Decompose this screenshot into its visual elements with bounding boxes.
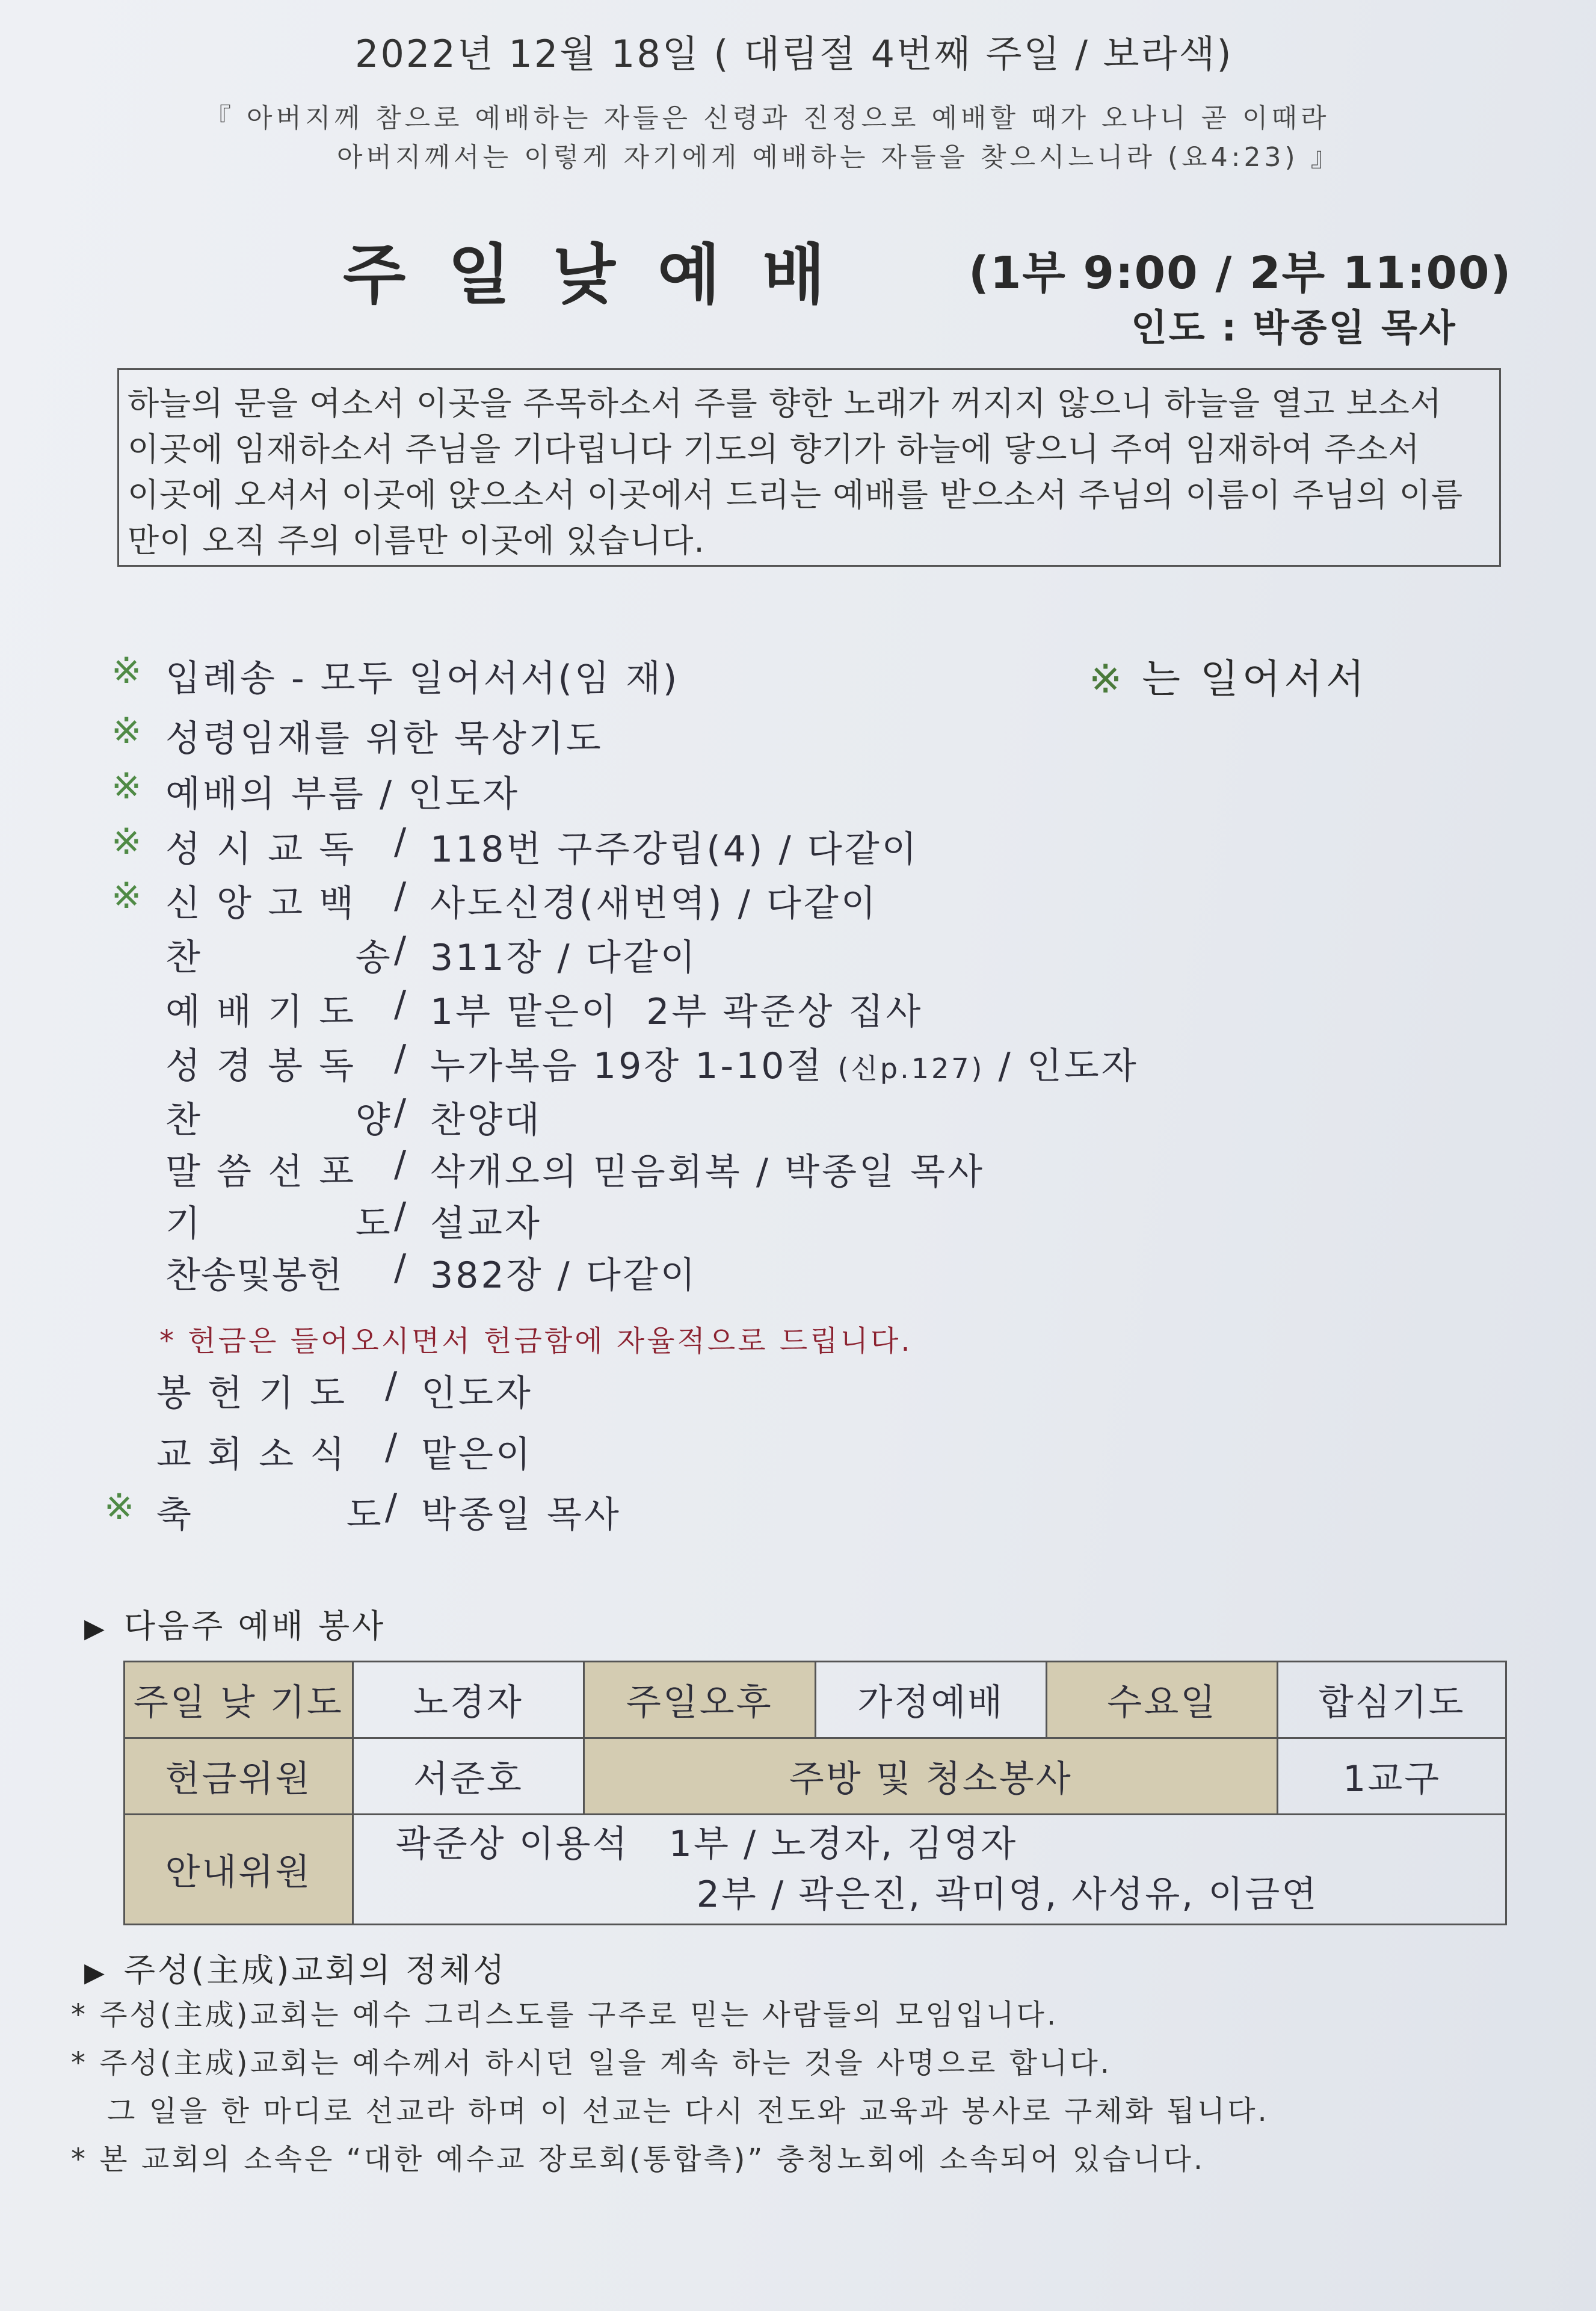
identity-line: * 주성(主成)교회는 예수 그리스도를 구주로 믿는 사람들의 모임입니다. <box>71 1998 1059 2032</box>
order-item-content: 누가복음 19장 1-10절 (신p.127) / 인도자 <box>430 1045 1139 1087</box>
triangle-bullet-icon: ▶ <box>84 1957 107 1988</box>
order-item-text: 성령임재를 위한 묵상기도 <box>165 718 603 760</box>
stand-legend-text: 는 일어서서 <box>1142 656 1369 702</box>
order-item-content: 311장 / 다같이 <box>430 937 698 979</box>
order-item-label: 성 시 교 독 <box>165 828 357 871</box>
table-cell: 헌금위원 <box>125 1738 353 1815</box>
table-row <box>125 1738 1506 1815</box>
stand-mark-icon: ※ <box>1089 656 1126 702</box>
order-item-label: 봉 헌 기 도 <box>156 1372 348 1415</box>
table-cell: 1교구 <box>1278 1738 1506 1815</box>
next-week-duty-table <box>123 1661 1507 1925</box>
scripture-page-ref: (신p.127) <box>837 1052 985 1085</box>
table-cell: 서준호 <box>353 1738 584 1815</box>
bulletin-page: 2022년 12월 18일 ( 대림절 4번째 주일 / 보라색) 『 아버지께 참으로 예배하는 자들은 신령과 진정으로 예배할 때가 오나니 곧 이때라 아버지께서는 이렇게 자기에게 예배하는 자들을 찾으시느니라 (요4:23) 』 주일낮예배 (1부 9:00 / 2부 11:00) 인도 : 박종일 목사 하늘의 문을 여소서 이곳을 주목하소서 주를 향한 노래가 꺼지지 않으니 하늘을 열고 보소서 이곳에 임재하소서 주님을 기다립니다 기도의 향기가 하늘에 닿으니 주여 임재하여 주소서 이곳에 오셔서 이곳에 앉으소서 이곳에서 드리는 예배를 받으소서 주님의 이름이 주님의 이름 만이 오직 주의 이름만 이곳에 있습니다. ※ 는 일어서서 ※ 입례송 - 모두 일어서서(임 재) ※ 성령임재를 위한 묵상기도 ※ 예배의 부름 / 인도자 ※ 성 시 교 독 / 118번 구주강림(4) / 다같이 ※ 신 앙 고 백 / 사도신경(새번역) / 다같이 찬 송 / 311장 / 다같이 예 배 기 도 / 1부 맡은이 2부 곽준상 집사 성 경 봉 독 / 누가복음 19장 1-10절 (신p.127) / 인도자 찬 양 / 찬양대 말 씀 선 포 / 삭개오의 믿음회복 / 박종일 목사 기 도 / 설교자 찬송및봉헌 / 382장 / 다같이 봉 헌 기 도 / 인도자 교 회 소 식 / 맡은이 ※ 축 도 / 박종일 목사 * 헌금은 들어오시면서 헌금함에 자율적으로 드립니다. ▶ 다음주 예배 봉사 주일 낮 기도 노경자 주일오후 가정예배 수요일 합심기도 헌금위원 서준호 주방 및 청소봉사 1교구 안내위원 곽준상 이용석 1부 / 노경자, 김영자 2부 / 곽은진, 곽미영, 사성유, 이금연 ▶ 주성(主成)교회의 정체성 * 주성(主成)교회는 예수 그리스도를 구주로 믿는 사람들의 모임입니다. * 주성(主成)교회는 예수께서 하시던 일을 계속 하는 것을 사명으로 합니다. 그 일을 한 마디로 선교라 하며 이 선교는 다시 전도와 교육과 봉사로 구체화 됩니다. * 본 교회의 소속은 “대한 예수교 장로회(통합측)” 충청노회에 소속되어 있습니다. <box>0 0 1596 2311</box>
order-item-content: 인도자 <box>421 1372 533 1415</box>
identity-line: * 주성(主成)교회는 예수께서 하시던 일을 계속 하는 것을 사명으로 합니다. <box>71 2046 1112 2080</box>
call-to-worship-line: 이곳에 임재하소서 주님을 기다립니다 기도의 향기가 하늘에 닿으니 주여 임재하여 주소서 <box>128 430 1420 468</box>
order-item-content: 118번 구주강림(4) / 다같이 <box>430 828 919 871</box>
order-item-content: 382장 / 다같이 <box>430 1254 698 1297</box>
call-to-worship-box <box>117 368 1501 567</box>
order-item-content: 삭개오의 믿음회복 / 박종일 목사 <box>430 1151 985 1193</box>
scripture-verse-line-1: 『 아버지께 참으로 예배하는 자들은 신령과 진정으로 예배할 때가 오나니 곧 이때라 <box>205 103 1330 134</box>
order-item-content: 찬양대 <box>430 1099 542 1141</box>
call-to-worship-line: 이곳에 오셔서 이곳에 앉으소서 이곳에서 드리는 예배를 받으소서 주님의 이름이 주님의 이름 <box>128 476 1464 514</box>
ushers-cell <box>353 1815 1506 1925</box>
table-cell: 주일 낮 기도 <box>125 1662 353 1738</box>
identity-line: 그 일을 한 마디로 선교라 하며 이 선교는 다시 전도와 교육과 봉사로 구체화 됩니다. <box>107 2094 1269 2128</box>
scripture-verse-line-2: 아버지께서는 이렇게 자기에게 예배하는 자들을 찾으시느니라 (요4:23) 』 <box>337 142 1341 173</box>
table-cell: 주방 및 청소봉사 <box>584 1738 1278 1815</box>
stand-legend <box>1089 647 1368 704</box>
order-item-label: 찬 송 <box>165 937 393 979</box>
stand-mark-icon: ※ <box>111 710 142 752</box>
call-to-worship-line: 하늘의 문을 여소서 이곳을 주목하소서 주를 향한 노래가 꺼지지 않으니 하늘을 열고 보소서 <box>128 384 1443 422</box>
table-cell: 주일오후 <box>584 1662 816 1738</box>
triangle-bullet-icon: ▶ <box>84 1613 107 1644</box>
identity-heading: ▶ 주성(主成)교회의 정체성 <box>84 1951 507 1989</box>
identity-line: * 본 교회의 소속은 “대한 예수교 장로회(통합측)” 충청노회에 소속되어 있습니다. <box>71 2143 1206 2176</box>
order-item-content: 설교자 <box>430 1203 542 1245</box>
table-row <box>125 1815 1506 1925</box>
service-date: 2022년 12월 18일 ( 대림절 4번째 주일 / 보라색) <box>355 32 1233 76</box>
table-cell: 가정예배 <box>815 1662 1047 1738</box>
call-to-worship-line: 만이 오직 주의 이름만 이곳에 있습니다. <box>128 522 705 560</box>
order-item-label: 찬송및봉헌 <box>165 1254 343 1297</box>
table-cell: 수요일 <box>1047 1662 1278 1738</box>
order-item-label: 기 도 <box>165 1203 393 1245</box>
stand-mark-icon: ※ <box>111 821 142 863</box>
offering-note: * 헌금은 들어오시면서 헌금함에 자율적으로 드립니다. <box>159 1324 913 1358</box>
order-item-content: 1부 맡은이 2부 곽준상 집사 <box>430 991 923 1033</box>
order-item-content: 박종일 목사 <box>421 1494 621 1536</box>
stand-mark-icon: ※ <box>111 650 142 692</box>
order-item-label: 찬 양 <box>165 1099 393 1141</box>
order-item-content: 사도신경(새번역) / 다같이 <box>430 883 878 925</box>
page-title: 주일낮예배 <box>343 238 867 313</box>
order-item-label: 성 경 봉 독 <box>165 1045 357 1087</box>
table-cell: 합심기도 <box>1278 1662 1506 1738</box>
stand-mark-icon: ※ <box>104 1486 135 1528</box>
ushers-line: 곽준상 이용석 1부 / 노경자, 김영자 <box>395 1823 1018 1865</box>
service-times: (1부 9:00 / 2부 11:00) <box>969 247 1512 299</box>
next-week-heading: ▶ 다음주 예배 봉사 <box>84 1607 386 1645</box>
order-item-text: 입례송 - 모두 일어서서(임 재) <box>165 658 680 700</box>
stand-mark-icon: ※ <box>111 875 142 917</box>
order-item-label: 예 배 기 도 <box>165 991 357 1033</box>
order-item-label: 축 도 <box>156 1494 384 1536</box>
order-item-text: 예배의 부름 / 인도자 <box>165 773 520 815</box>
worship-leader: 인도 : 박종일 목사 <box>1131 306 1457 350</box>
order-item-label: 신 앙 고 백 <box>165 883 357 925</box>
ushers-line: 2부 / 곽은진, 곽미영, 사성유, 이금연 <box>696 1874 1319 1916</box>
order-item-content: 맡은이 <box>421 1434 533 1476</box>
table-cell: 안내위원 <box>125 1815 353 1925</box>
order-item-label: 교 회 소 식 <box>156 1434 348 1476</box>
table-cell: 노경자 <box>353 1662 584 1738</box>
order-item-label: 말 씀 선 포 <box>165 1151 357 1193</box>
table-row <box>125 1662 1506 1738</box>
stand-mark-icon: ※ <box>111 765 142 807</box>
